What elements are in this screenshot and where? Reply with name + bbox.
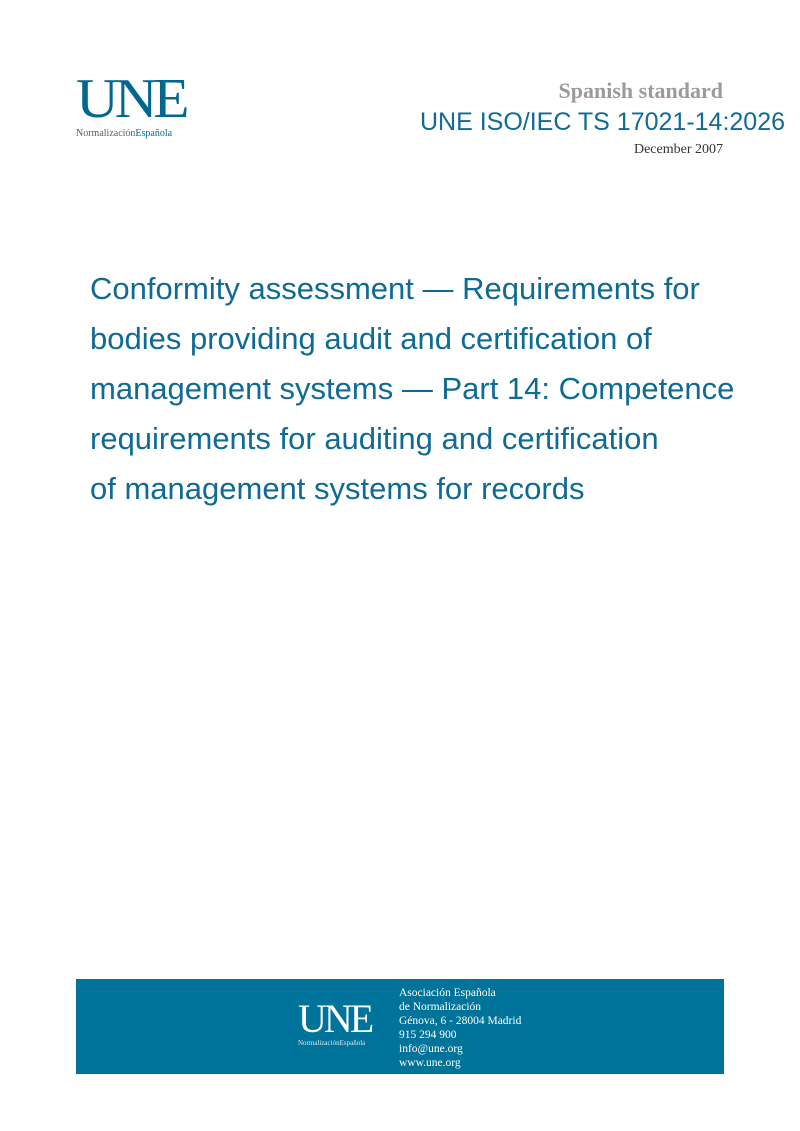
- une-logo: [76, 68, 216, 139]
- document-title: [90, 264, 795, 514]
- address-street: Génova, 6 - 28004 Madrid: [399, 1015, 522, 1027]
- title-line: Conformity assessment — Requirements for: [90, 271, 700, 306]
- title-line: requirements for auditing and certification: [90, 421, 659, 456]
- footer-address: [399, 986, 521, 1070]
- address-website: www.une.org: [399, 1057, 461, 1069]
- footer-band: [76, 979, 724, 1074]
- footer-une-logo-mark: UNE: [298, 996, 372, 1041]
- document-kind: Spanish standard: [558, 78, 723, 103]
- footer-logo-sub-plain: Normalización: [298, 1039, 340, 1047]
- address-email: info@une.org: [399, 1043, 463, 1055]
- title-line: of management systems for records: [90, 471, 585, 506]
- une-logo-mark: UNE: [76, 68, 186, 130]
- address-org-line: Asociación Española: [399, 987, 496, 999]
- standard-code: UNE ISO/IEC TS 17021-14:2026: [420, 108, 786, 136]
- footer-logo-sub-bold: Española: [339, 1039, 366, 1047]
- title-line: bodies providing audit and certification of: [90, 321, 652, 356]
- title-line: management systems — Part 14: Competence: [90, 371, 735, 406]
- address-org-line: de Normalización: [399, 1001, 482, 1013]
- une-logo-sub-bold: Española: [135, 128, 173, 139]
- une-logo-sub-plain: Normalización: [76, 128, 136, 139]
- footer-une-logo-subtitle: [298, 1039, 388, 1047]
- footer-une-logo: [298, 996, 388, 1047]
- address-phone: 915 294 900: [399, 1029, 457, 1041]
- publication-date: December 2007: [633, 142, 723, 157]
